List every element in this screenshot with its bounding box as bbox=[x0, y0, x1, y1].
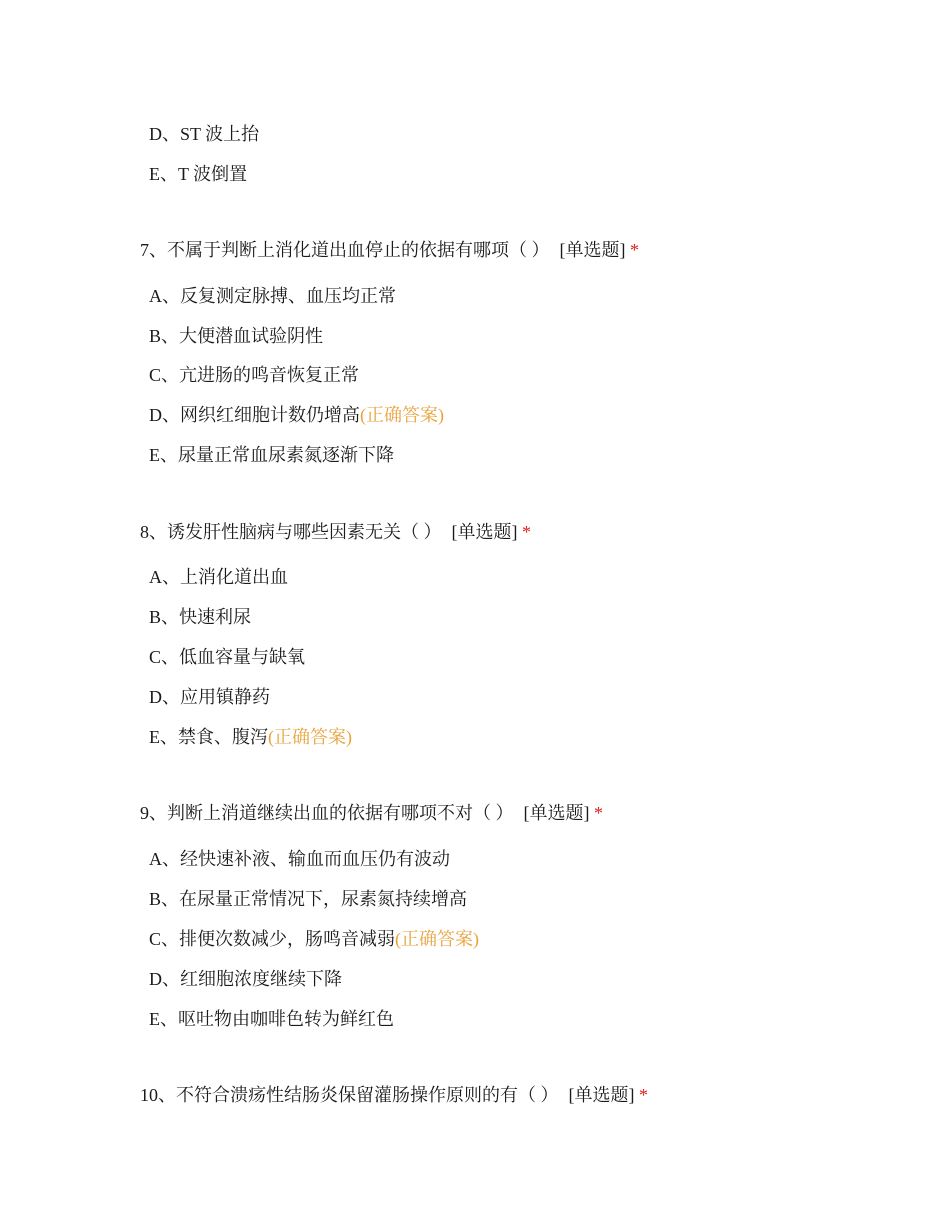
option-text: D、红细胞浓度继续下降 bbox=[149, 969, 342, 989]
option-text: B、快速利尿 bbox=[149, 607, 252, 627]
option-item bbox=[149, 927, 479, 951]
option-item bbox=[149, 645, 305, 669]
option-text: E、尿量正常血尿素氮逐渐下降 bbox=[149, 445, 394, 465]
question-type: [单选题] bbox=[451, 522, 518, 542]
option-text: A、反复测定脉搏、血压均正常 bbox=[149, 286, 396, 306]
option-item bbox=[149, 284, 396, 308]
question-text: 8、诱发肝性脑病与哪些因素无关（ ） bbox=[140, 522, 442, 542]
option-item bbox=[149, 847, 450, 871]
option-text: E、禁食、腹泻 bbox=[149, 727, 268, 747]
option-text: A、上消化道出血 bbox=[149, 567, 288, 587]
option-item bbox=[149, 403, 444, 427]
correct-answer-tag: (正确答案) bbox=[268, 727, 352, 747]
option-text: C、排便次数减少，肠鸣音减弱 bbox=[149, 929, 396, 949]
correct-answer-tag: (正确答案) bbox=[360, 405, 444, 425]
option-text: E、呕吐物由咖啡色转为鲜红色 bbox=[149, 1009, 394, 1029]
option-text: C、亢进肠的鸣音恢复正常 bbox=[149, 365, 360, 385]
question-text: 7、不属于判断上消化道出血停止的依据有哪项（ ） bbox=[140, 240, 550, 260]
option-text: D、应用镇静药 bbox=[149, 687, 270, 707]
option-item bbox=[149, 122, 259, 146]
question-title bbox=[140, 1083, 648, 1107]
option-item bbox=[149, 725, 352, 749]
option-item bbox=[149, 162, 247, 186]
required-marker: * bbox=[639, 1085, 648, 1105]
option-text: B、在尿量正常情况下，尿素氮持续增高 bbox=[149, 889, 468, 909]
required-marker: * bbox=[522, 522, 531, 542]
option-text: D、网织红细胞计数仍增高 bbox=[149, 405, 360, 425]
correct-answer-tag: (正确答案) bbox=[395, 929, 480, 949]
option-item bbox=[149, 443, 394, 467]
question-title bbox=[140, 801, 603, 825]
option-text: A、经快速补液、输血而血压仍有波动 bbox=[149, 849, 450, 869]
option-text: D、ST 波上抬 bbox=[149, 124, 260, 144]
option-text: B、大便潜血试验阴性 bbox=[149, 326, 324, 346]
question-title bbox=[140, 520, 531, 544]
question-type: [单选题] bbox=[559, 240, 626, 260]
option-text: C、低血容量与缺氧 bbox=[149, 647, 306, 667]
option-text: E、T 波倒置 bbox=[149, 164, 248, 184]
question-text: 10、不符合溃疡性结肠炎保留灌肠操作原则的有（ ） bbox=[140, 1085, 559, 1105]
required-marker: * bbox=[594, 803, 603, 823]
option-item bbox=[149, 605, 251, 629]
question-text: 9、判断上消道继续出血的依据有哪项不对（ ） bbox=[140, 803, 514, 823]
question-type: [单选题] bbox=[523, 803, 590, 823]
question-type: [单选题] bbox=[568, 1085, 635, 1105]
option-item bbox=[149, 565, 288, 589]
option-item bbox=[149, 967, 342, 991]
option-item bbox=[149, 685, 270, 709]
option-item bbox=[149, 1007, 394, 1031]
option-item bbox=[149, 324, 323, 348]
required-marker: * bbox=[630, 240, 639, 260]
question-title bbox=[140, 238, 639, 262]
option-item bbox=[149, 363, 359, 387]
option-item bbox=[149, 887, 467, 911]
